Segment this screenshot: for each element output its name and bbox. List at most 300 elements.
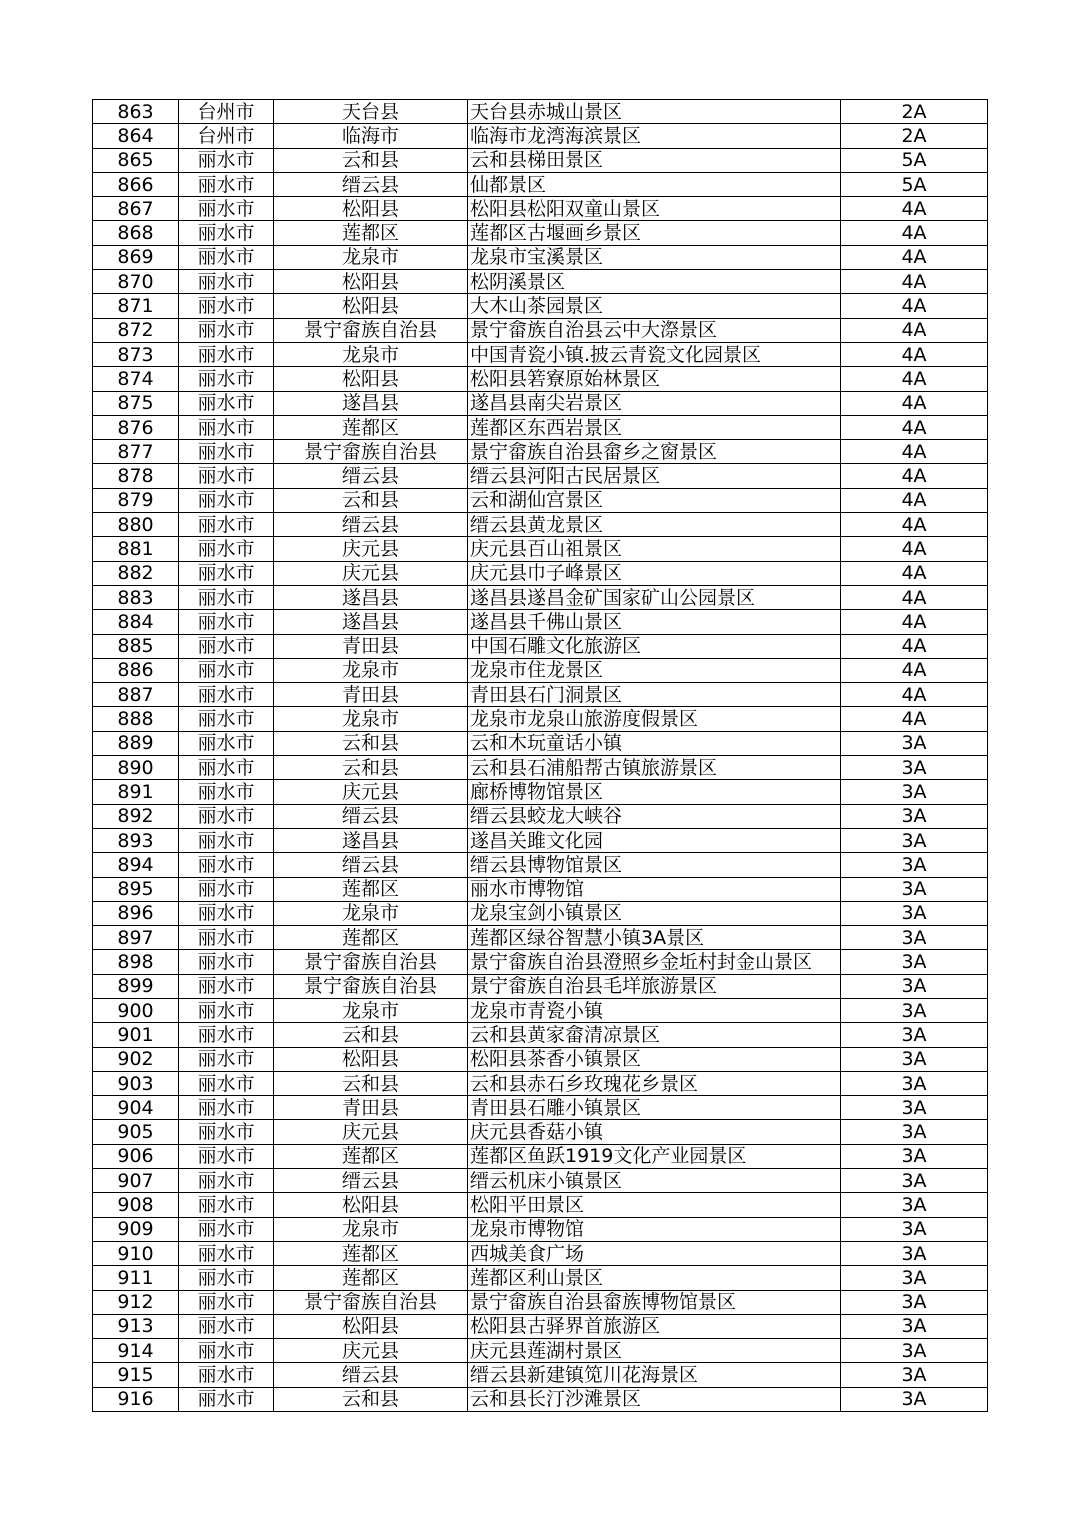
scenic-name-cell: 云和木玩童话小镇 — [468, 731, 841, 755]
row-number-cell: 895 — [93, 877, 179, 901]
county-cell: 云和县 — [274, 1387, 468, 1411]
county-cell: 临海市 — [274, 124, 468, 148]
row-number-cell: 868 — [93, 221, 179, 245]
city-cell: 丽水市 — [179, 1023, 274, 1047]
county-cell: 云和县 — [274, 1071, 468, 1095]
city-cell: 丽水市 — [179, 1144, 274, 1168]
row-number-cell: 891 — [93, 780, 179, 804]
row-number-cell: 879 — [93, 488, 179, 512]
scenic-name-cell: 庆元县香菇小镇 — [468, 1120, 841, 1144]
level-cell: 4A — [841, 245, 988, 269]
county-cell: 莲都区 — [274, 221, 468, 245]
level-cell: 3A — [841, 950, 988, 974]
scenic-name-cell: 丽水市博物馆 — [468, 877, 841, 901]
city-cell: 丽水市 — [179, 464, 274, 488]
scenic-name-cell: 云和县赤石乡玫瑰花乡景区 — [468, 1071, 841, 1095]
row-number-cell: 880 — [93, 513, 179, 537]
row-number-cell: 907 — [93, 1169, 179, 1193]
level-cell: 3A — [841, 1193, 988, 1217]
row-number-cell: 865 — [93, 148, 179, 172]
row-number-cell: 870 — [93, 270, 179, 294]
level-cell: 4A — [841, 561, 988, 585]
city-cell: 丽水市 — [179, 1193, 274, 1217]
table-row — [93, 707, 988, 731]
row-number-cell: 889 — [93, 731, 179, 755]
table-row — [93, 1120, 988, 1144]
scenic-name-cell: 缙云县蛟龙大峡谷 — [468, 804, 841, 828]
table-row — [93, 1339, 988, 1363]
city-cell: 丽水市 — [179, 658, 274, 682]
table-row — [93, 1144, 988, 1168]
scenic-name-cell: 临海市龙湾海滨景区 — [468, 124, 841, 148]
level-cell: 4A — [841, 221, 988, 245]
row-number-cell: 869 — [93, 245, 179, 269]
row-number-cell: 888 — [93, 707, 179, 731]
scenic-name-cell: 缙云机床小镇景区 — [468, 1169, 841, 1193]
scenic-name-cell: 云和县梯田景区 — [468, 148, 841, 172]
county-cell: 云和县 — [274, 731, 468, 755]
city-cell: 丽水市 — [179, 634, 274, 658]
city-cell: 丽水市 — [179, 1363, 274, 1387]
row-number-cell: 916 — [93, 1387, 179, 1411]
level-cell: 3A — [841, 804, 988, 828]
level-cell: 4A — [841, 197, 988, 221]
level-cell: 4A — [841, 440, 988, 464]
row-number-cell: 890 — [93, 756, 179, 780]
row-number-cell: 899 — [93, 974, 179, 998]
city-cell: 丽水市 — [179, 148, 274, 172]
scenic-name-cell: 大木山茶园景区 — [468, 294, 841, 318]
table-row — [93, 998, 988, 1022]
row-number-cell: 892 — [93, 804, 179, 828]
level-cell: 2A — [841, 124, 988, 148]
scenic-name-cell: 云和湖仙宫景区 — [468, 488, 841, 512]
scenic-name-cell: 云和县石浦船帮古镇旅游景区 — [468, 756, 841, 780]
county-cell: 庆元县 — [274, 561, 468, 585]
county-cell: 莲都区 — [274, 1144, 468, 1168]
table-row — [93, 780, 988, 804]
row-number-cell: 874 — [93, 367, 179, 391]
scenic-name-cell: 松阳县松阳双童山景区 — [468, 197, 841, 221]
county-cell: 云和县 — [274, 488, 468, 512]
row-number-cell: 863 — [93, 100, 179, 124]
city-cell: 丽水市 — [179, 342, 274, 366]
scenic-name-cell: 庆元县莲湖村景区 — [468, 1339, 841, 1363]
county-cell: 云和县 — [274, 756, 468, 780]
level-cell: 4A — [841, 610, 988, 634]
scenic-name-cell: 松阳县古驿界首旅游区 — [468, 1314, 841, 1338]
county-cell: 青田县 — [274, 1096, 468, 1120]
level-cell: 3A — [841, 1169, 988, 1193]
city-cell: 丽水市 — [179, 707, 274, 731]
row-number-cell: 893 — [93, 828, 179, 852]
scenic-name-cell: 遂昌县南尖岩景区 — [468, 391, 841, 415]
county-cell: 遂昌县 — [274, 585, 468, 609]
table-row — [93, 415, 988, 439]
city-cell: 丽水市 — [179, 1290, 274, 1314]
scenic-name-cell: 龙泉市博物馆 — [468, 1217, 841, 1241]
scenic-area-table — [92, 99, 988, 1412]
table-row — [93, 1363, 988, 1387]
county-cell: 莲都区 — [274, 877, 468, 901]
city-cell: 丽水市 — [179, 1339, 274, 1363]
scenic-name-cell: 龙泉市住龙景区 — [468, 658, 841, 682]
table-row — [93, 245, 988, 269]
scenic-name-cell: 庆元县百山祖景区 — [468, 537, 841, 561]
county-cell: 青田县 — [274, 683, 468, 707]
scenic-name-cell: 缙云县新建镇笕川花海景区 — [468, 1363, 841, 1387]
county-cell: 龙泉市 — [274, 901, 468, 925]
row-number-cell: 872 — [93, 318, 179, 342]
table-row — [93, 1314, 988, 1338]
level-cell: 3A — [841, 1144, 988, 1168]
county-cell: 缙云县 — [274, 1363, 468, 1387]
scenic-name-cell: 云和县长汀沙滩景区 — [468, 1387, 841, 1411]
level-cell: 3A — [841, 1071, 988, 1095]
city-cell: 丽水市 — [179, 1169, 274, 1193]
level-cell: 4A — [841, 634, 988, 658]
county-cell: 松阳县 — [274, 367, 468, 391]
table-row — [93, 221, 988, 245]
table-row — [93, 367, 988, 391]
city-cell: 台州市 — [179, 100, 274, 124]
county-cell: 莲都区 — [274, 415, 468, 439]
level-cell: 3A — [841, 877, 988, 901]
scenic-name-cell: 景宁畲族自治县澄照乡金坵村封金山景区 — [468, 950, 841, 974]
row-number-cell: 904 — [93, 1096, 179, 1120]
row-number-cell: 864 — [93, 124, 179, 148]
level-cell: 3A — [841, 828, 988, 852]
county-cell: 缙云县 — [274, 172, 468, 196]
table-row — [93, 488, 988, 512]
scenic-name-cell: 遂昌关雎文化园 — [468, 828, 841, 852]
level-cell: 4A — [841, 683, 988, 707]
scenic-name-cell: 松阴溪景区 — [468, 270, 841, 294]
city-cell: 丽水市 — [179, 1120, 274, 1144]
level-cell: 4A — [841, 342, 988, 366]
scenic-name-cell: 莲都区古堰画乡景区 — [468, 221, 841, 245]
level-cell: 3A — [841, 1363, 988, 1387]
scenic-name-cell: 缙云县黄龙景区 — [468, 513, 841, 537]
county-cell: 龙泉市 — [274, 1217, 468, 1241]
county-cell: 缙云县 — [274, 853, 468, 877]
city-cell: 丽水市 — [179, 561, 274, 585]
row-number-cell: 913 — [93, 1314, 179, 1338]
level-cell: 4A — [841, 537, 988, 561]
table-row — [93, 683, 988, 707]
row-number-cell: 885 — [93, 634, 179, 658]
county-cell: 遂昌县 — [274, 610, 468, 634]
scenic-name-cell: 云和县黄家畲清凉景区 — [468, 1023, 841, 1047]
city-cell: 丽水市 — [179, 513, 274, 537]
table-row — [93, 172, 988, 196]
scenic-name-cell: 莲都区利山景区 — [468, 1266, 841, 1290]
county-cell: 云和县 — [274, 148, 468, 172]
row-number-cell: 877 — [93, 440, 179, 464]
table-row — [93, 901, 988, 925]
scenic-name-cell: 中国青瓷小镇.披云青瓷文化园景区 — [468, 342, 841, 366]
city-cell: 丽水市 — [179, 318, 274, 342]
table-row — [93, 561, 988, 585]
scenic-name-cell: 龙泉市宝溪景区 — [468, 245, 841, 269]
table-row — [93, 756, 988, 780]
county-cell: 龙泉市 — [274, 245, 468, 269]
county-cell: 庆元县 — [274, 537, 468, 561]
county-cell: 缙云县 — [274, 464, 468, 488]
scenic-name-cell: 遂昌县千佛山景区 — [468, 610, 841, 634]
row-number-cell: 886 — [93, 658, 179, 682]
row-number-cell: 887 — [93, 683, 179, 707]
table-row — [93, 464, 988, 488]
city-cell: 丽水市 — [179, 391, 274, 415]
city-cell: 丽水市 — [179, 901, 274, 925]
row-number-cell: 878 — [93, 464, 179, 488]
table-body — [93, 100, 988, 1412]
table-row — [93, 731, 988, 755]
city-cell: 丽水市 — [179, 780, 274, 804]
city-cell: 丽水市 — [179, 367, 274, 391]
city-cell: 丽水市 — [179, 1266, 274, 1290]
scenic-name-cell: 龙泉市龙泉山旅游度假景区 — [468, 707, 841, 731]
row-number-cell: 866 — [93, 172, 179, 196]
county-cell: 莲都区 — [274, 1266, 468, 1290]
row-number-cell: 876 — [93, 415, 179, 439]
level-cell: 4A — [841, 707, 988, 731]
level-cell: 3A — [841, 1047, 988, 1071]
row-number-cell: 901 — [93, 1023, 179, 1047]
level-cell: 4A — [841, 367, 988, 391]
county-cell: 青田县 — [274, 634, 468, 658]
table-row — [93, 974, 988, 998]
city-cell: 丽水市 — [179, 974, 274, 998]
table-row — [93, 100, 988, 124]
level-cell: 3A — [841, 1023, 988, 1047]
level-cell: 4A — [841, 270, 988, 294]
table-row — [93, 1047, 988, 1071]
city-cell: 丽水市 — [179, 294, 274, 318]
level-cell: 3A — [841, 1314, 988, 1338]
county-cell: 龙泉市 — [274, 342, 468, 366]
county-cell: 遂昌县 — [274, 391, 468, 415]
city-cell: 丽水市 — [179, 415, 274, 439]
table-row — [93, 1217, 988, 1241]
scenic-name-cell: 景宁畲族自治县畲族博物馆景区 — [468, 1290, 841, 1314]
county-cell: 遂昌县 — [274, 828, 468, 852]
scenic-name-cell: 龙泉市青瓷小镇 — [468, 998, 841, 1022]
scenic-name-cell: 仙都景区 — [468, 172, 841, 196]
scenic-name-cell: 景宁畲族自治县毛垟旅游景区 — [468, 974, 841, 998]
county-cell: 松阳县 — [274, 197, 468, 221]
county-cell: 景宁畲族自治县 — [274, 974, 468, 998]
row-number-cell: 883 — [93, 585, 179, 609]
scenic-name-cell: 莲都区鱼跃1919文化产业园景区 — [468, 1144, 841, 1168]
city-cell: 丽水市 — [179, 440, 274, 464]
city-cell: 丽水市 — [179, 1096, 274, 1120]
county-cell: 景宁畲族自治县 — [274, 318, 468, 342]
level-cell: 3A — [841, 1290, 988, 1314]
county-cell: 景宁畲族自治县 — [274, 950, 468, 974]
city-cell: 丽水市 — [179, 221, 274, 245]
level-cell: 3A — [841, 926, 988, 950]
row-number-cell: 884 — [93, 610, 179, 634]
table-row — [93, 1023, 988, 1047]
row-number-cell: 896 — [93, 901, 179, 925]
table-row — [93, 1241, 988, 1265]
row-number-cell: 875 — [93, 391, 179, 415]
table-row — [93, 853, 988, 877]
table-row — [93, 124, 988, 148]
city-cell: 丽水市 — [179, 683, 274, 707]
county-cell: 天台县 — [274, 100, 468, 124]
city-cell: 丽水市 — [179, 756, 274, 780]
table-row — [93, 294, 988, 318]
scenic-name-cell: 庆元县巾子峰景区 — [468, 561, 841, 585]
table-row — [93, 1387, 988, 1411]
table-row — [93, 197, 988, 221]
scenic-name-cell: 青田县石雕小镇景区 — [468, 1096, 841, 1120]
city-cell: 丽水市 — [179, 1217, 274, 1241]
county-cell: 缙云县 — [274, 1169, 468, 1193]
county-cell: 龙泉市 — [274, 998, 468, 1022]
county-cell: 龙泉市 — [274, 658, 468, 682]
scenic-name-cell: 松阳县箬寮原始林景区 — [468, 367, 841, 391]
level-cell: 3A — [841, 1217, 988, 1241]
table-row — [93, 828, 988, 852]
scenic-name-cell: 天台县赤城山景区 — [468, 100, 841, 124]
county-cell: 松阳县 — [274, 294, 468, 318]
scenic-name-cell: 松阳县茶香小镇景区 — [468, 1047, 841, 1071]
table-row — [93, 391, 988, 415]
row-number-cell: 881 — [93, 537, 179, 561]
table-row — [93, 926, 988, 950]
county-cell: 松阳县 — [274, 1314, 468, 1338]
scenic-name-cell: 景宁畲族自治县畲乡之窗景区 — [468, 440, 841, 464]
level-cell: 3A — [841, 901, 988, 925]
level-cell: 4A — [841, 658, 988, 682]
city-cell: 台州市 — [179, 124, 274, 148]
table-row — [93, 537, 988, 561]
level-cell: 3A — [841, 1120, 988, 1144]
level-cell: 3A — [841, 974, 988, 998]
level-cell: 3A — [841, 1266, 988, 1290]
city-cell: 丽水市 — [179, 610, 274, 634]
city-cell: 丽水市 — [179, 877, 274, 901]
city-cell: 丽水市 — [179, 1071, 274, 1095]
level-cell: 4A — [841, 391, 988, 415]
county-cell: 庆元县 — [274, 1339, 468, 1363]
county-cell: 缙云县 — [274, 513, 468, 537]
table-row — [93, 513, 988, 537]
scenic-name-cell: 缙云县博物馆景区 — [468, 853, 841, 877]
city-cell: 丽水市 — [179, 1241, 274, 1265]
city-cell: 丽水市 — [179, 1314, 274, 1338]
row-number-cell: 882 — [93, 561, 179, 585]
scenic-name-cell: 中国石雕文化旅游区 — [468, 634, 841, 658]
city-cell: 丽水市 — [179, 950, 274, 974]
county-cell: 松阳县 — [274, 1047, 468, 1071]
table-row — [93, 658, 988, 682]
table-row — [93, 1290, 988, 1314]
level-cell: 3A — [841, 731, 988, 755]
level-cell: 5A — [841, 148, 988, 172]
county-cell: 莲都区 — [274, 1241, 468, 1265]
row-number-cell: 911 — [93, 1266, 179, 1290]
level-cell: 3A — [841, 1339, 988, 1363]
level-cell: 4A — [841, 294, 988, 318]
level-cell: 3A — [841, 998, 988, 1022]
table-row — [93, 1193, 988, 1217]
scenic-name-cell: 西城美食广场 — [468, 1241, 841, 1265]
city-cell: 丽水市 — [179, 1387, 274, 1411]
county-cell: 云和县 — [274, 1023, 468, 1047]
city-cell: 丽水市 — [179, 1047, 274, 1071]
row-number-cell: 906 — [93, 1144, 179, 1168]
level-cell: 4A — [841, 488, 988, 512]
city-cell: 丽水市 — [179, 998, 274, 1022]
table-row — [93, 585, 988, 609]
table-row — [93, 1096, 988, 1120]
county-cell: 庆元县 — [274, 780, 468, 804]
row-number-cell: 905 — [93, 1120, 179, 1144]
county-cell: 龙泉市 — [274, 707, 468, 731]
city-cell: 丽水市 — [179, 537, 274, 561]
level-cell: 3A — [841, 1387, 988, 1411]
table-row — [93, 148, 988, 172]
level-cell: 3A — [841, 1096, 988, 1120]
scenic-name-cell: 遂昌县遂昌金矿国家矿山公园景区 — [468, 585, 841, 609]
city-cell: 丽水市 — [179, 804, 274, 828]
city-cell: 丽水市 — [179, 488, 274, 512]
level-cell: 3A — [841, 756, 988, 780]
county-cell: 松阳县 — [274, 1193, 468, 1217]
table-row — [93, 318, 988, 342]
table-row — [93, 1169, 988, 1193]
city-cell: 丽水市 — [179, 731, 274, 755]
table-row — [93, 270, 988, 294]
level-cell: 2A — [841, 100, 988, 124]
table-row — [93, 950, 988, 974]
scenic-name-cell: 松阳平田景区 — [468, 1193, 841, 1217]
row-number-cell: 915 — [93, 1363, 179, 1387]
level-cell: 4A — [841, 318, 988, 342]
table-row — [93, 440, 988, 464]
table-row — [93, 877, 988, 901]
table-row — [93, 1071, 988, 1095]
city-cell: 丽水市 — [179, 853, 274, 877]
row-number-cell: 914 — [93, 1339, 179, 1363]
scenic-name-cell: 景宁畲族自治县云中大漈景区 — [468, 318, 841, 342]
level-cell: 5A — [841, 172, 988, 196]
row-number-cell: 903 — [93, 1071, 179, 1095]
table-row — [93, 1266, 988, 1290]
row-number-cell: 897 — [93, 926, 179, 950]
level-cell: 4A — [841, 585, 988, 609]
county-cell: 景宁畲族自治县 — [274, 1290, 468, 1314]
row-number-cell: 873 — [93, 342, 179, 366]
scenic-name-cell: 龙泉宝剑小镇景区 — [468, 901, 841, 925]
row-number-cell: 910 — [93, 1241, 179, 1265]
table-row — [93, 610, 988, 634]
level-cell: 4A — [841, 513, 988, 537]
city-cell: 丽水市 — [179, 828, 274, 852]
scenic-name-cell: 廊桥博物馆景区 — [468, 780, 841, 804]
level-cell: 3A — [841, 780, 988, 804]
scenic-name-cell: 青田县石门洞景区 — [468, 683, 841, 707]
row-number-cell: 912 — [93, 1290, 179, 1314]
level-cell: 4A — [841, 464, 988, 488]
city-cell: 丽水市 — [179, 926, 274, 950]
county-cell: 莲都区 — [274, 926, 468, 950]
